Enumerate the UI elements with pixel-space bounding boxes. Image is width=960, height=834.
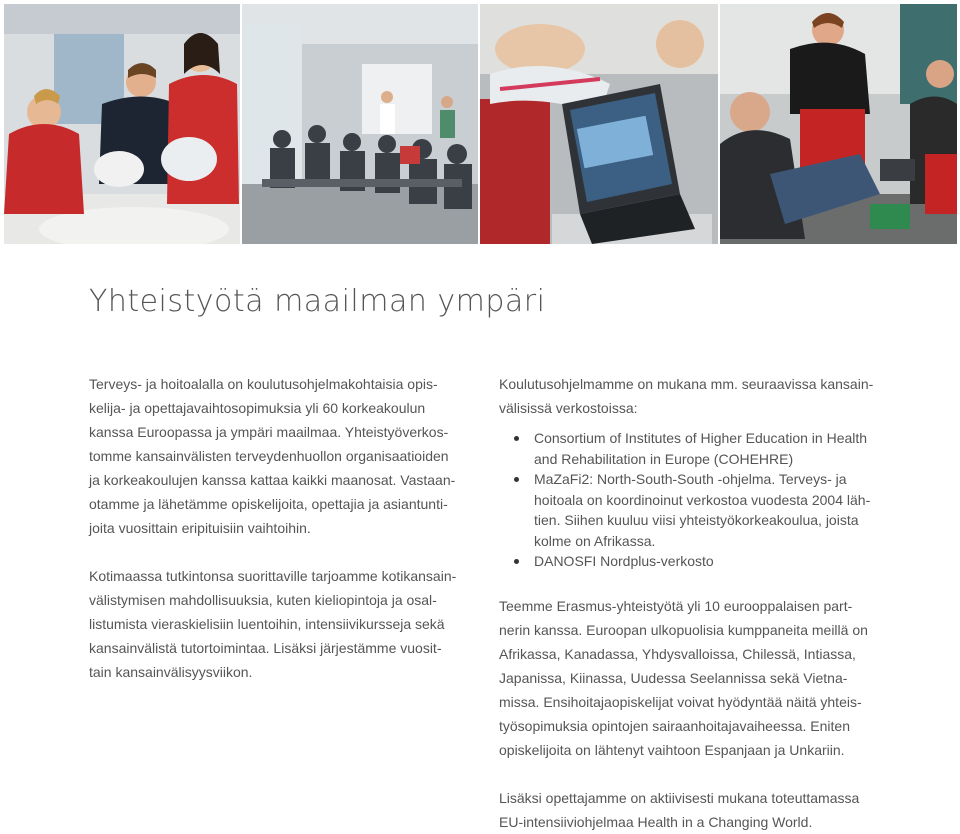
network-list <box>499 428 879 572</box>
photo-simulation-training <box>4 4 240 244</box>
teachers-paragraph: Lisäksi opettajamme on aktiivisesti mukana toteuttamassa EU-intensiiviohjelmaa Health in a Changing World. <box>499 789 860 830</box>
list-item: Consortium of Institutes of Higher Education in Health and Rehabilitation in Europe (COHEHRE) <box>499 428 879 469</box>
photo-manikin-monitor <box>480 4 718 244</box>
photo-classroom-lecture <box>242 4 478 244</box>
photo-strip <box>4 4 957 244</box>
photo-paramedic-practice <box>720 4 957 244</box>
right-column <box>499 372 879 834</box>
networks-intro: Koulutusohjelmamme on mukana mm. seuraavissa kansain- välisissä verkostoissa: <box>499 376 874 416</box>
list-item: DANOSFI Nordplus-verkosto <box>499 551 879 572</box>
page-title: Yhteistyötä maailman ympäri <box>89 284 546 319</box>
left-column <box>89 372 469 684</box>
domestic-paragraph: Kotimaassa tutkintonsa suorittaville tarjoamme kotikansain- välistymisen mahdollisuuksia, kuten kieliopintoja ja osal- listumista vieraskielisiin luentoihin, intensiivikursseja sekä kansainvälistä tutortoimintaa. Lisäksi järjestämme vuosit- tain kansainvälisyysviikon. <box>89 568 457 680</box>
intro-paragraph: Terveys- ja hoitoalalla on koulutusohjelmakohtaisia opis- kelija- ja opettajavaihtosopimuksia yli 60 korkeakoulun kanssa Euroopassa ja ympäri maailmaa. Yhteistyöverkos- tomme kansainvälisten terveydenhuollon organisaatioiden ja korkeakoulujen kanssa kattaa kaikki maanosat. Vastaan- otamme ja lähetämme opiskelijoita, opettajia ja asiantunti- joita vuosittain eripituisiin vaihtoihin. <box>89 376 456 536</box>
partners-paragraph: Teemme Erasmus-yhteistyötä yli 10 eurooppalaisen part- nerin kanssa. Euroopan ulkopuolisia kumppaneita meillä on Afrikassa, Kanadassa, Yhdysvalloissa, Chilessä, Intiassa, Japanissa, Kiinassa, Uudessa Seelannissa sekä Vietna- missa. Ensihoitajaopiskelijat voivat hyödyntää näitä yhteis- työsopimuksia opintojen sairaanhoitajavaiheessa. Eniten opiskelijoita on lähtenyt vaihtoon Espanjaan ja Unkariin. <box>499 597 868 758</box>
list-item: MaZaFi2: North-South-South -ohjelma. Terveys- ja hoitoala on koordinoinut verkostoa vuodesta 2004 läh- tien. Siihen kuuluu viisi yhteistyökorkeakoulua, joista kolme on Afrikassa. <box>499 469 879 551</box>
